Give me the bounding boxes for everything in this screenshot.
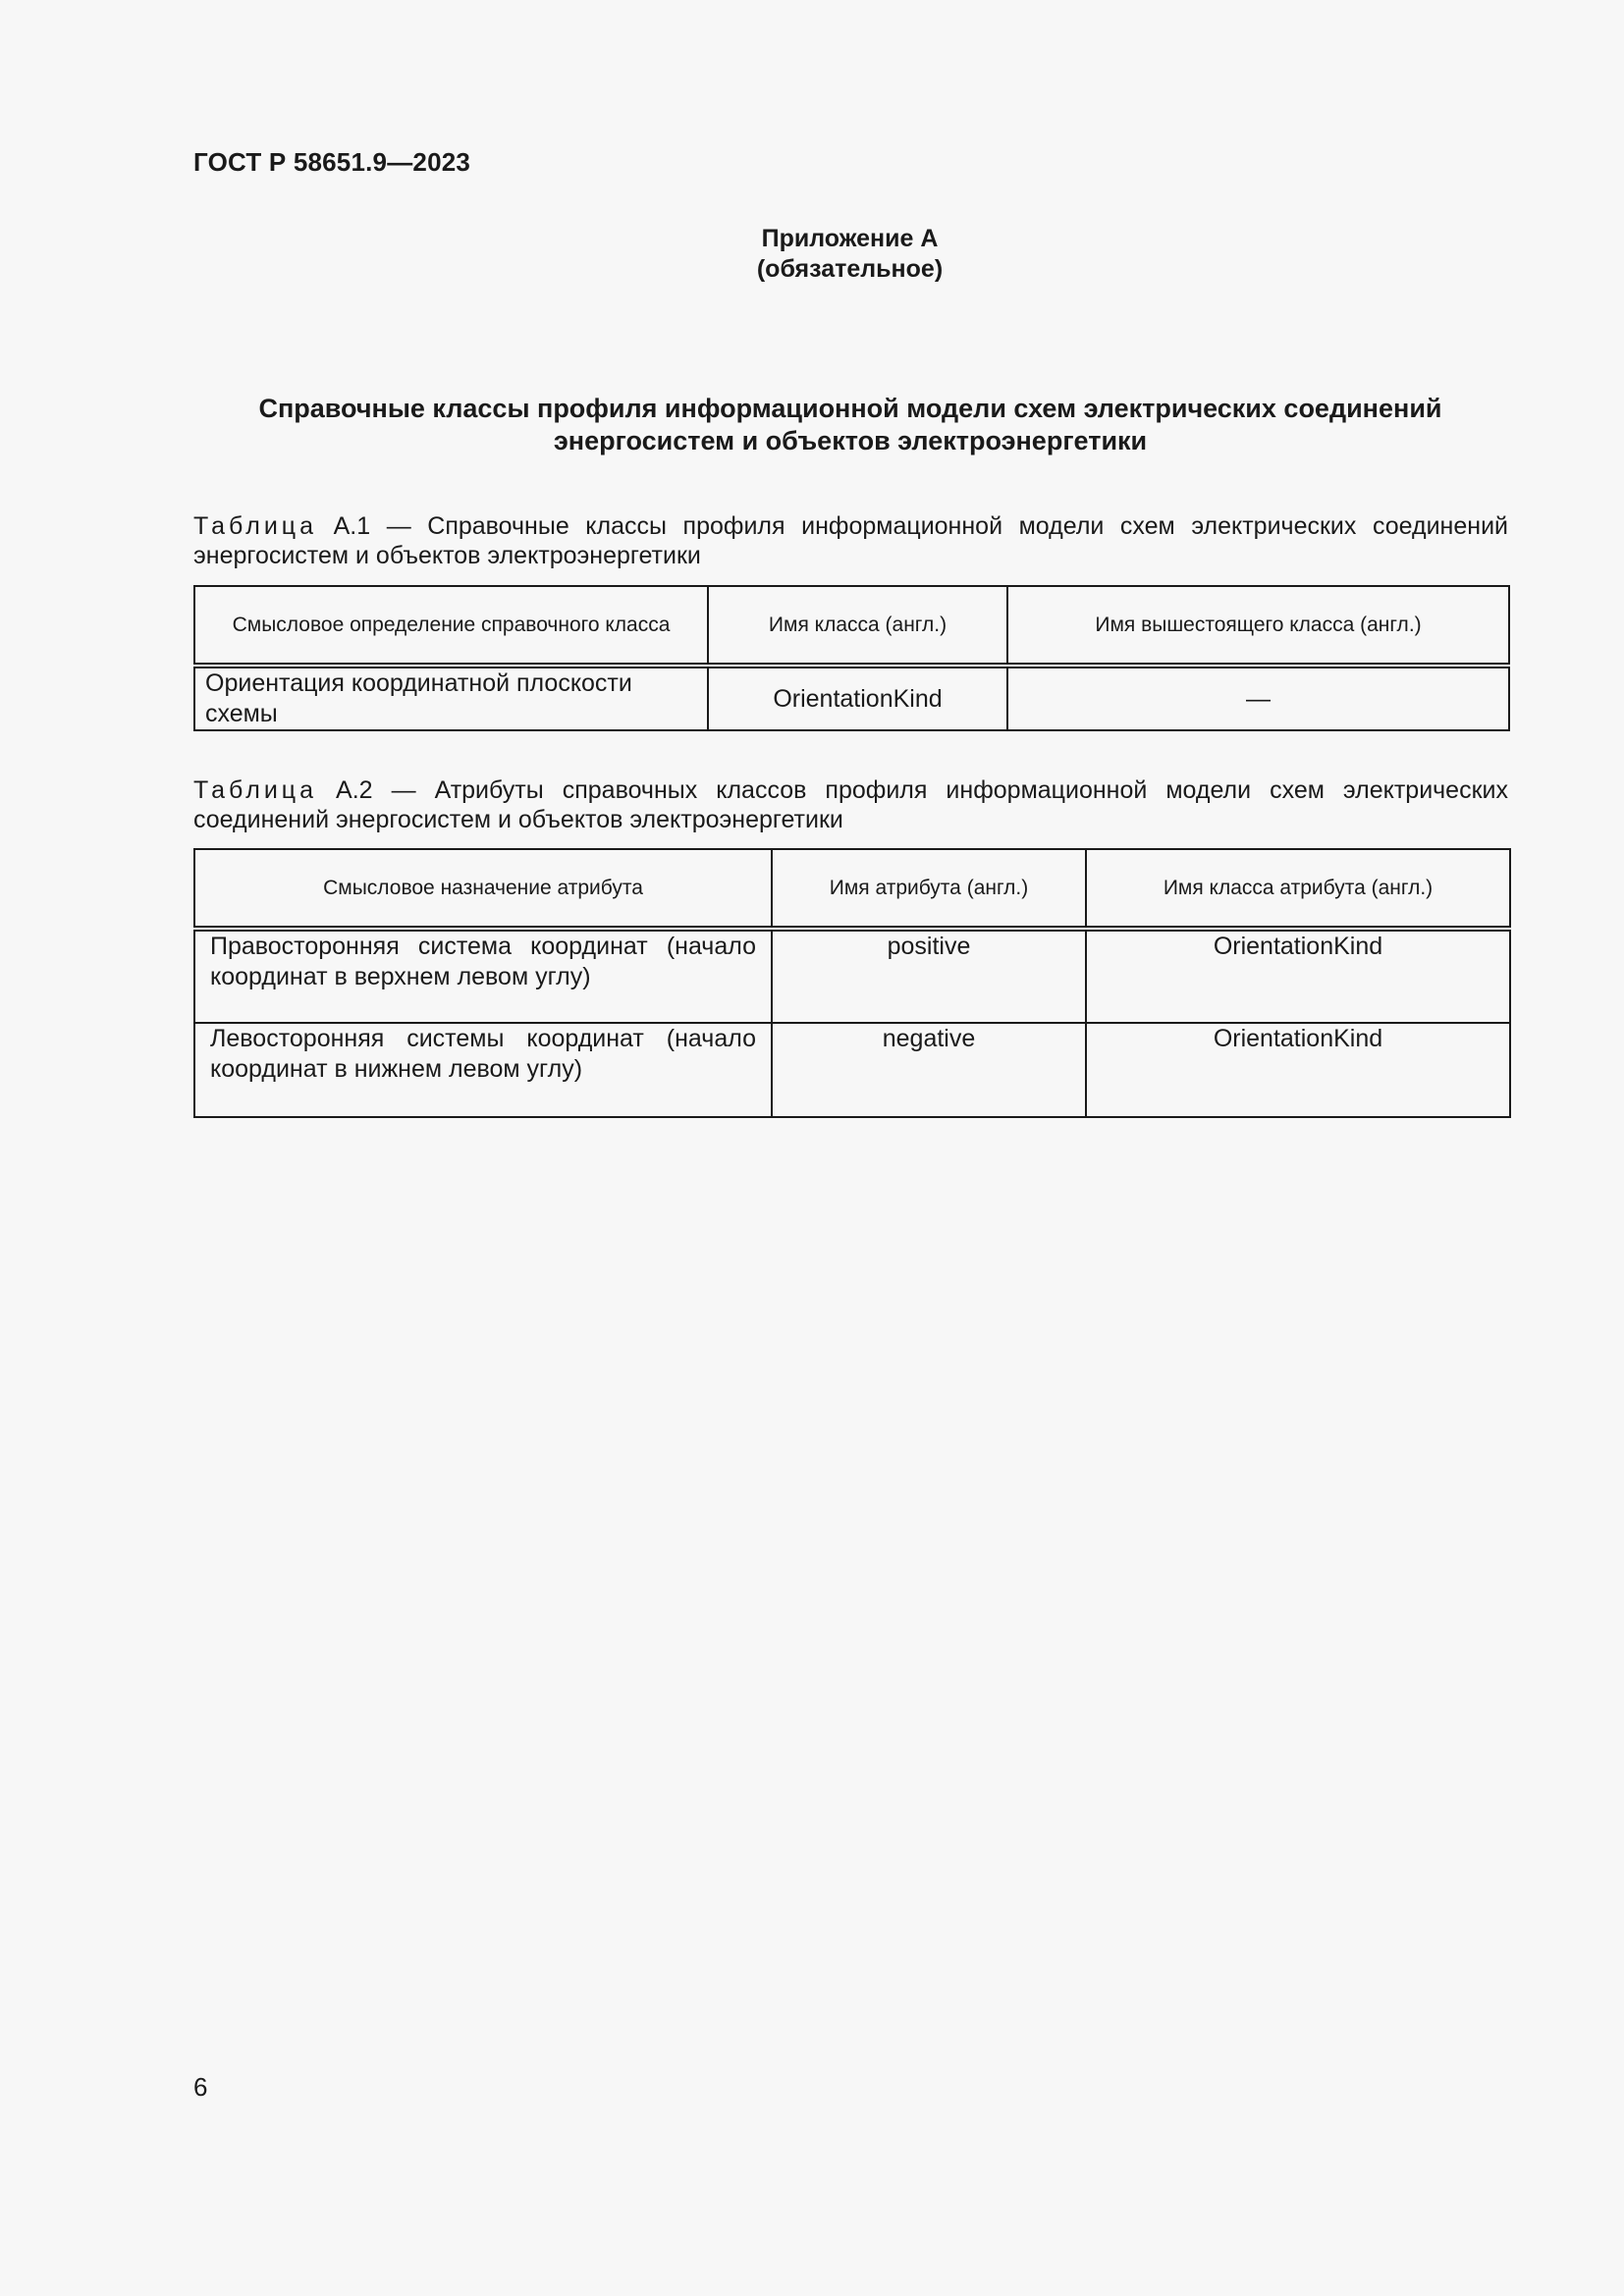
column-header-definition: Смысловое определение справочного класса — [194, 586, 708, 666]
appendix-heading — [0, 224, 1624, 285]
table-row — [194, 1023, 1510, 1117]
cell-parent-class: — — [1007, 666, 1509, 730]
table-a2-caption — [193, 775, 1508, 834]
cell-attribute-name: positive — [772, 929, 1086, 1023]
table-header-row — [194, 586, 1509, 666]
appendix-label: Приложение А — [761, 225, 939, 252]
cell-class-name: OrientationKind — [708, 666, 1007, 730]
column-header-parent-class: Имя вышестоящего класса (англ.) — [1007, 586, 1509, 666]
cell-attribute-name: negative — [772, 1023, 1086, 1117]
cell-attribute-purpose: Правосторонняя система координат (начало координат в верхнем левом углу) — [194, 929, 772, 1023]
table-a2-caption-text: А.2 — Атрибуты справочных классов профиля информационной модели схем электрических соединений энергосистем и объектов электроэнергетики — [193, 776, 1508, 833]
cell-definition: Ориентация координатной плоскости схемы — [194, 666, 708, 730]
column-header-attribute-purpose: Смысловое назначение атрибута — [194, 849, 772, 929]
cell-attribute-class: OrientationKind — [1086, 1023, 1510, 1117]
column-header-attribute-class: Имя класса атрибута (англ.) — [1086, 849, 1510, 929]
table-a1-caption-text: А.1 — Справочные классы профиля информационной модели схем электрических соединений энергосистем и объектов электроэнергетики — [193, 512, 1508, 569]
appendix-status: (обязательное) — [756, 255, 944, 283]
table-a1-caption-prefix: Таблица — [193, 512, 318, 540]
appendix-title: Справочные классы профиля информационной модели схем электрических соединений энергосистем и объектов электроэнергетики — [258, 394, 1442, 455]
column-header-attribute-name: Имя атрибута (англ.) — [772, 849, 1086, 929]
table-row — [194, 666, 1509, 730]
table-row — [194, 929, 1510, 1023]
column-header-class-name: Имя класса (англ.) — [708, 586, 1007, 666]
page-number: 6 — [193, 2072, 208, 2102]
document-code: ГОСТ Р 58651.9—2023 — [193, 147, 471, 177]
table-a1-caption — [193, 511, 1508, 570]
cell-attribute-purpose: Левосторонняя системы координат (начало координат в нижнем левом углу) — [194, 1023, 772, 1117]
cell-attribute-class: OrientationKind — [1086, 929, 1510, 1023]
table-header-row — [194, 849, 1510, 929]
table-a2 — [193, 848, 1511, 1118]
table-a1 — [193, 585, 1510, 731]
table-a2-caption-prefix: Таблица — [193, 776, 318, 804]
